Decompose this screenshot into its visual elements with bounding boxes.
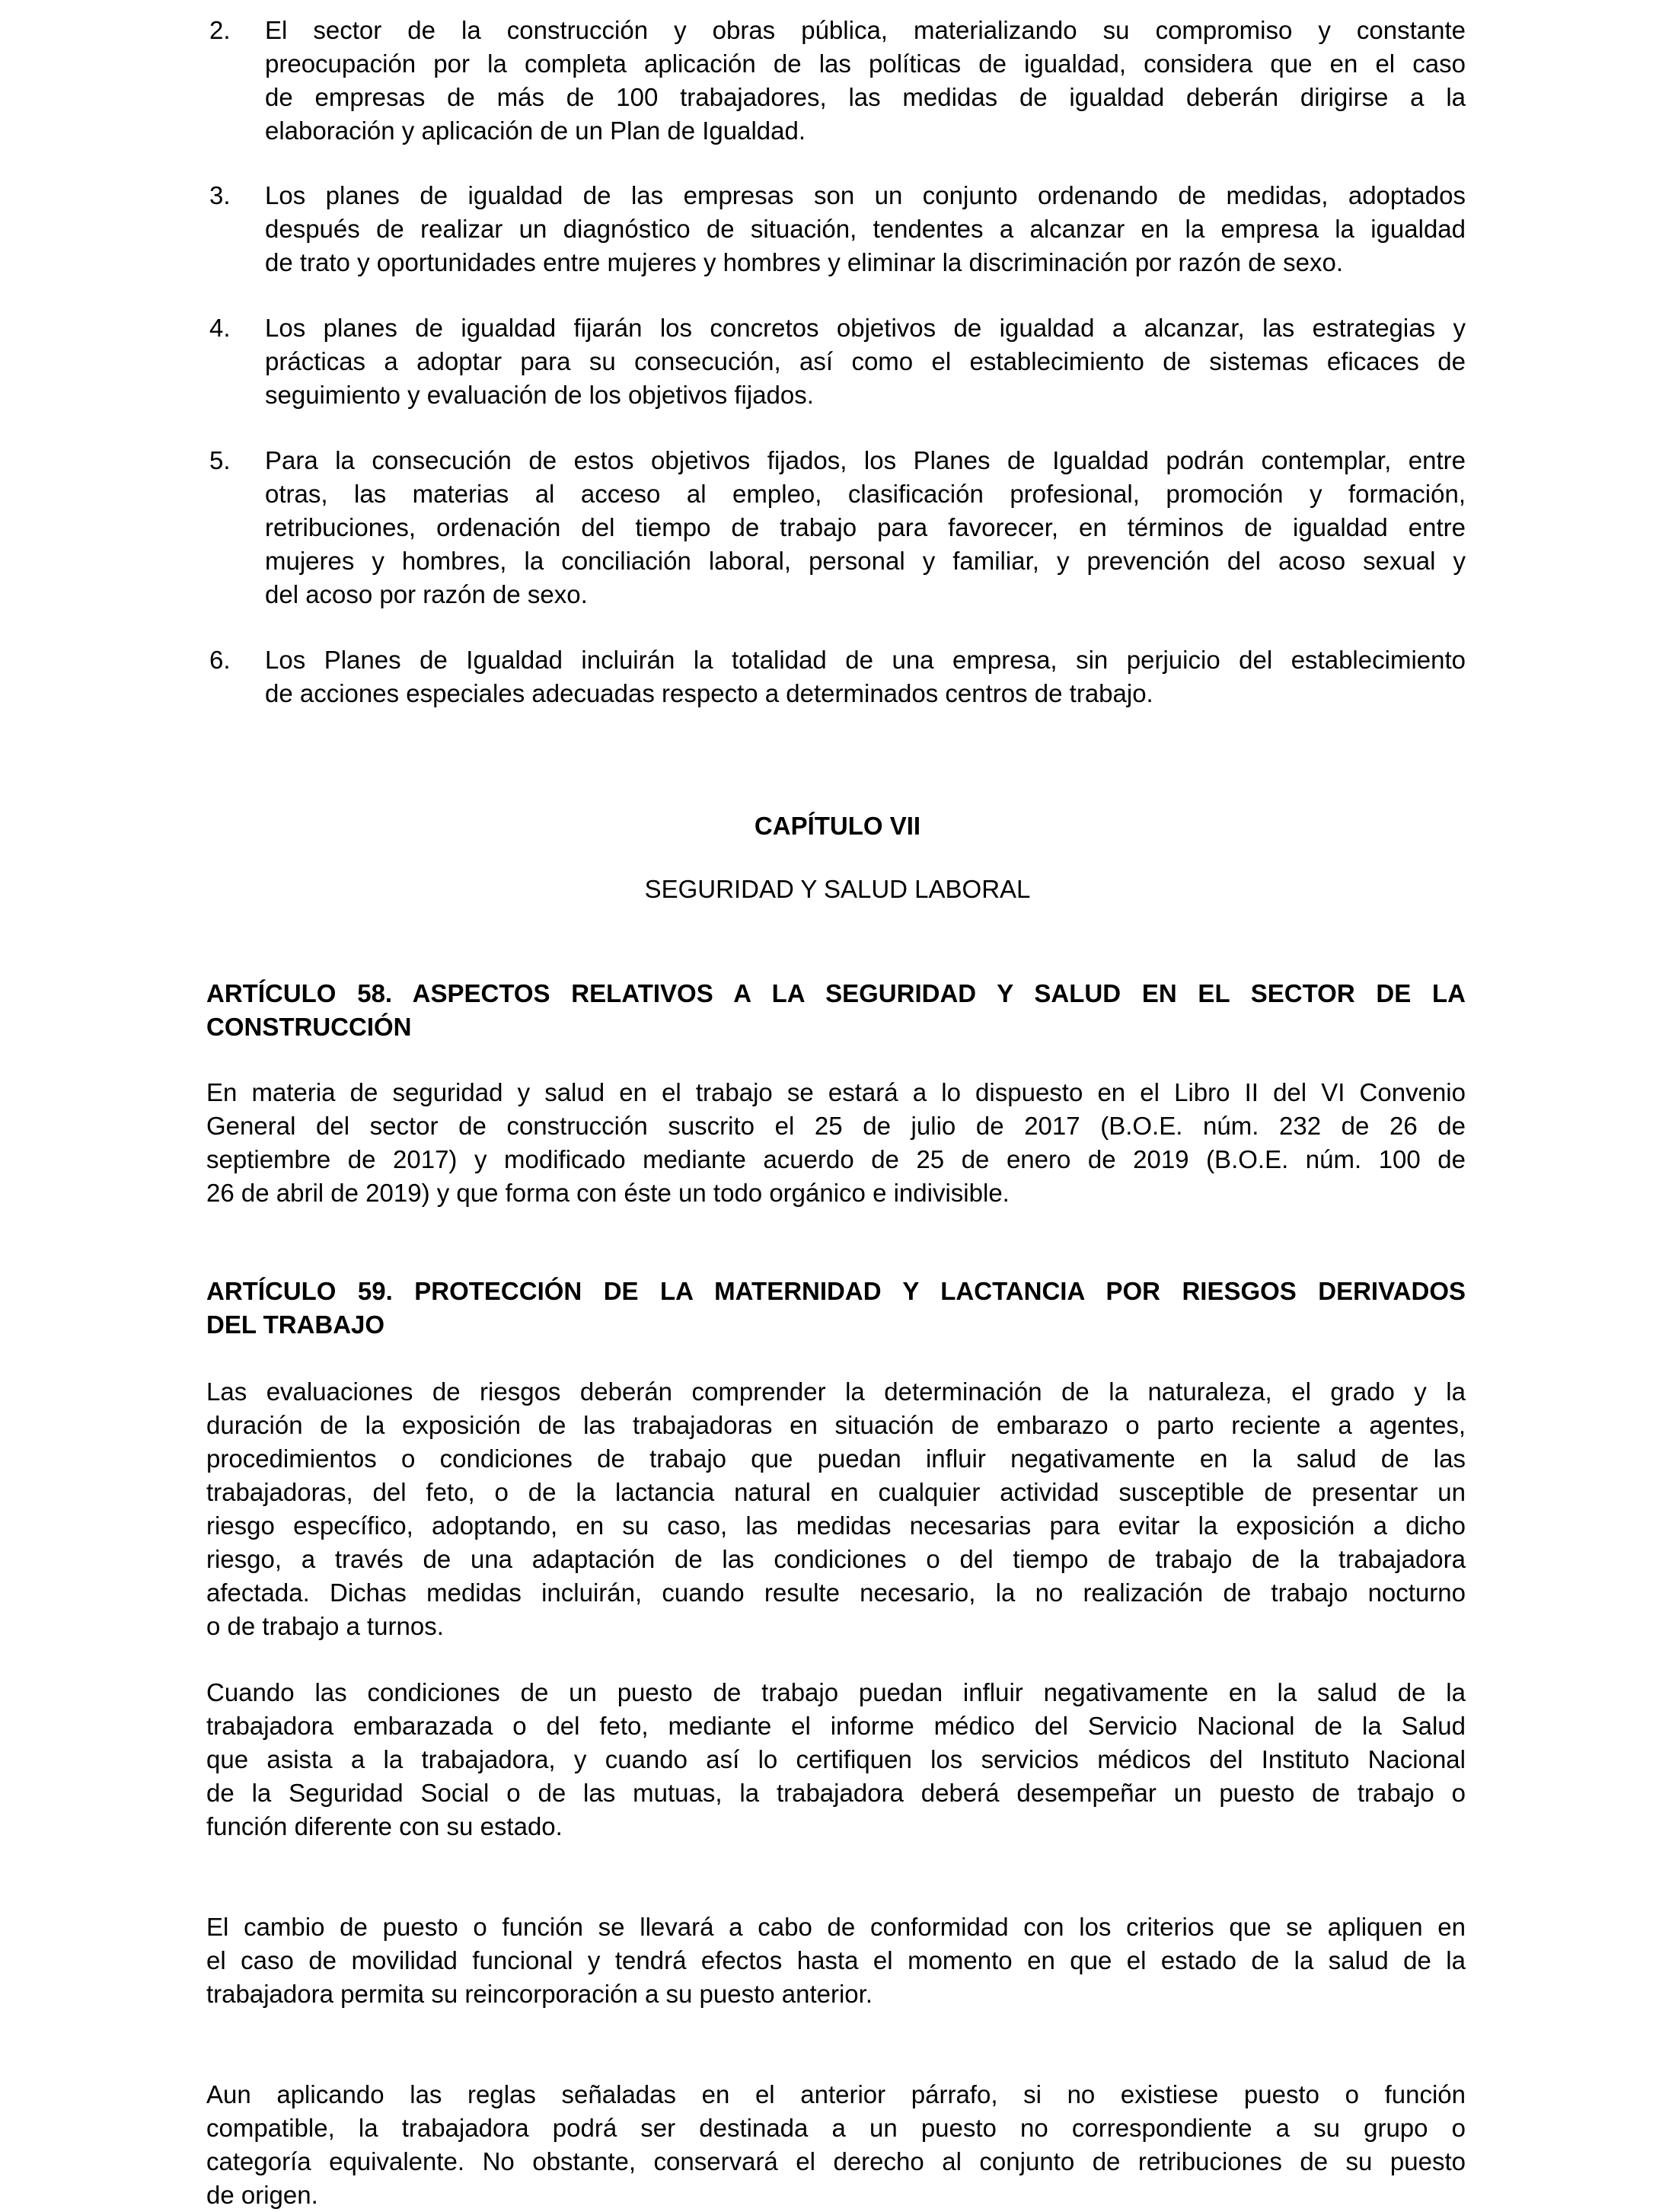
text-line: de empresas de más de 100 trabajadores, las medidas de igualdad deberán dirigirse a la [265,83,1466,111]
text-line: categoría equivalente. No obstante, conservará el derecho al conjunto de retribuciones de su puesto [206,2147,1466,2175]
chapter-subtitle: SEGURIDAD Y SALUD LABORAL [644,875,1031,903]
article-59-heading [206,1275,1466,1342]
text-line: El sector de la construcción y obras pública, materializando su compromiso y constante [265,16,1466,44]
chapter-title: CAPÍTULO VII [754,812,921,840]
text-line: de la Seguridad Social o de las mutuas, la trabajadora deberá desempeñar un puesto de trabajo o [206,1779,1466,1807]
text-line: 26 de abril de 2019) y que forma con éste un todo orgánico e indivisible. [206,1179,1010,1207]
text-line: El cambio de puesto o función se llevará a cabo de conformidad con los criterios que se apliquen en [206,1913,1466,1941]
text-line: duración de la exposición de las trabajadoras en situación de embarazo o parto reciente a agentes, [206,1411,1466,1439]
text-line: mujeres y hombres, la conciliación laboral, personal y familiar, y prevención del acoso sexual y [265,547,1466,575]
text-line: ARTÍCULO 58. ASPECTOS RELATIVOS A LA SEGURIDAD Y SALUD EN EL SECTOR DE LA [206,979,1466,1007]
list-item-4 [209,311,1466,412]
text-line: del acoso por razón de sexo. [265,580,588,608]
text-line: Aun aplicando las reglas señaladas en el anterior párrafo, si no existiese puesto o función [206,2080,1466,2108]
list-item-6 [209,643,1466,710]
text-line: riesgo específico, adoptando, en su caso, las medidas necesarias para evitar la exposición a dicho [206,1511,1466,1540]
text-line: de acciones especiales adecuadas respecto a determinados centros de trabajo. [265,679,1153,707]
text-line: CONSTRUCCIÓN [206,1013,412,1041]
text-line: preocupación por la completa aplicación de las políticas de igualdad, considera que en el caso [265,49,1466,78]
text-line: o de trabajo a turnos. [206,1612,444,1640]
article-59-paragraph-3 [206,1910,1466,2011]
article-59-paragraph-4 [206,2078,1466,2212]
text-line: seguimiento y evaluación de los objetivos fijados. [265,381,814,409]
article-58-paragraph [206,1076,1466,1210]
text-line: ARTÍCULO 59. PROTECCIÓN DE LA MATERNIDAD Y LACTANCIA POR RIESGOS DERIVADOS [206,1277,1466,1305]
text-line: afectada. Dichas medidas incluirán, cuando resulte necesario, la no realización de trabajo nocturno [206,1578,1466,1607]
text-line: de trato y oportunidades entre mujeres y hombres y eliminar la discriminación por razón de sexo. [265,248,1344,276]
text-line: después de realizar un diagnóstico de situación, tendentes a alcanzar en la empresa la igualdad [265,215,1466,243]
list-item-3 [209,179,1466,279]
text-line: Los planes de igualdad fijarán los concretos objetivos de igualdad a alcanzar, las estrategias y [265,314,1466,342]
list-item-text [265,444,1466,611]
text-line: DEL TRABAJO [206,1310,385,1339]
text-line: Para la consecución de estos objetivos fijados, los Planes de Igualdad podrán contemplar, entre [265,446,1466,474]
article-59-paragraph-1 [206,1375,1466,1643]
text-line: elaboración y aplicación de un Plan de Igualdad. [265,117,806,145]
text-line: General del sector de construcción suscrito el 25 de julio de 2017 (B.O.E. núm. 232 de 26 de [206,1112,1466,1140]
text-line: trabajadora embarazada o del feto, mediante el informe médico del Servicio Nacional de la Salud [206,1712,1466,1740]
list-item-text [265,643,1466,710]
list-item-5 [209,444,1466,611]
text-line: riesgo, a través de una adaptación de las condiciones o del tiempo de trabajo de la trabajadora [206,1545,1466,1573]
text-line: función diferente con su estado. [206,1812,563,1840]
text-line: procedimientos o condiciones de trabajo que puedan influir negativamente en la salud de las [206,1444,1466,1473]
article-58-heading [206,977,1466,1044]
list-item-text [265,179,1466,279]
list-number: 5. [209,446,231,474]
text-line: otras, las materias al acceso al empleo, clasificación profesional, promoción y formación, [265,480,1466,508]
text-line: el caso de movilidad funcional y tendrá efectos hasta el momento en que el estado de la salud de la [206,1946,1466,1974]
list-number: 2. [209,16,231,44]
text-line: Los Planes de Igualdad incluirán la totalidad de una empresa, sin perjuicio del establecimiento [265,646,1466,674]
text-line: Los planes de igualdad de las empresas son un conjunto ordenando de medidas, adoptados [265,181,1466,209]
text-line: Cuando las condiciones de un puesto de trabajo puedan influir negativamente en la salud de la [206,1678,1466,1706]
list-item-text [265,14,1466,148]
list-item-2 [209,14,1466,148]
text-line: compatible, la trabajadora podrá ser destinada a un puesto no correspondiente a su grupo o [206,2114,1466,2142]
text-line: trabajadora permita su reincorporación a su puesto anterior. [206,1980,873,2008]
text-line: prácticas a adoptar para su consecución, así como el establecimiento de sistemas eficaces de [265,347,1466,375]
text-line: retribuciones, ordenación del tiempo de trabajo para favorecer, en términos de igualdad entre [265,513,1466,541]
text-line: Las evaluaciones de riesgos deberán comprender la determinación de la naturaleza, el grado y la [206,1377,1466,1406]
list-number: 4. [209,314,231,342]
text-line: que asista a la trabajadora, y cuando así lo certifiquen los servicios médicos del Instituto Nacional [206,1745,1466,1773]
article-59-paragraph-2 [206,1676,1466,1843]
list-number: 3. [209,181,231,209]
text-line: En materia de seguridad y salud en el trabajo se estará a lo dispuesto en el Libro II del VI Convenio [206,1078,1466,1106]
text-line: trabajadoras, del feto, o de la lactancia natural en cualquier actividad susceptible de presentar un [206,1478,1466,1506]
text-line: de origen. [206,2181,318,2209]
list-item-text [265,311,1466,412]
list-number: 6. [209,646,231,674]
text-line: septiembre de 2017) y modificado mediante acuerdo de 25 de enero de 2019 (B.O.E. núm. 100 de [206,1145,1466,1173]
